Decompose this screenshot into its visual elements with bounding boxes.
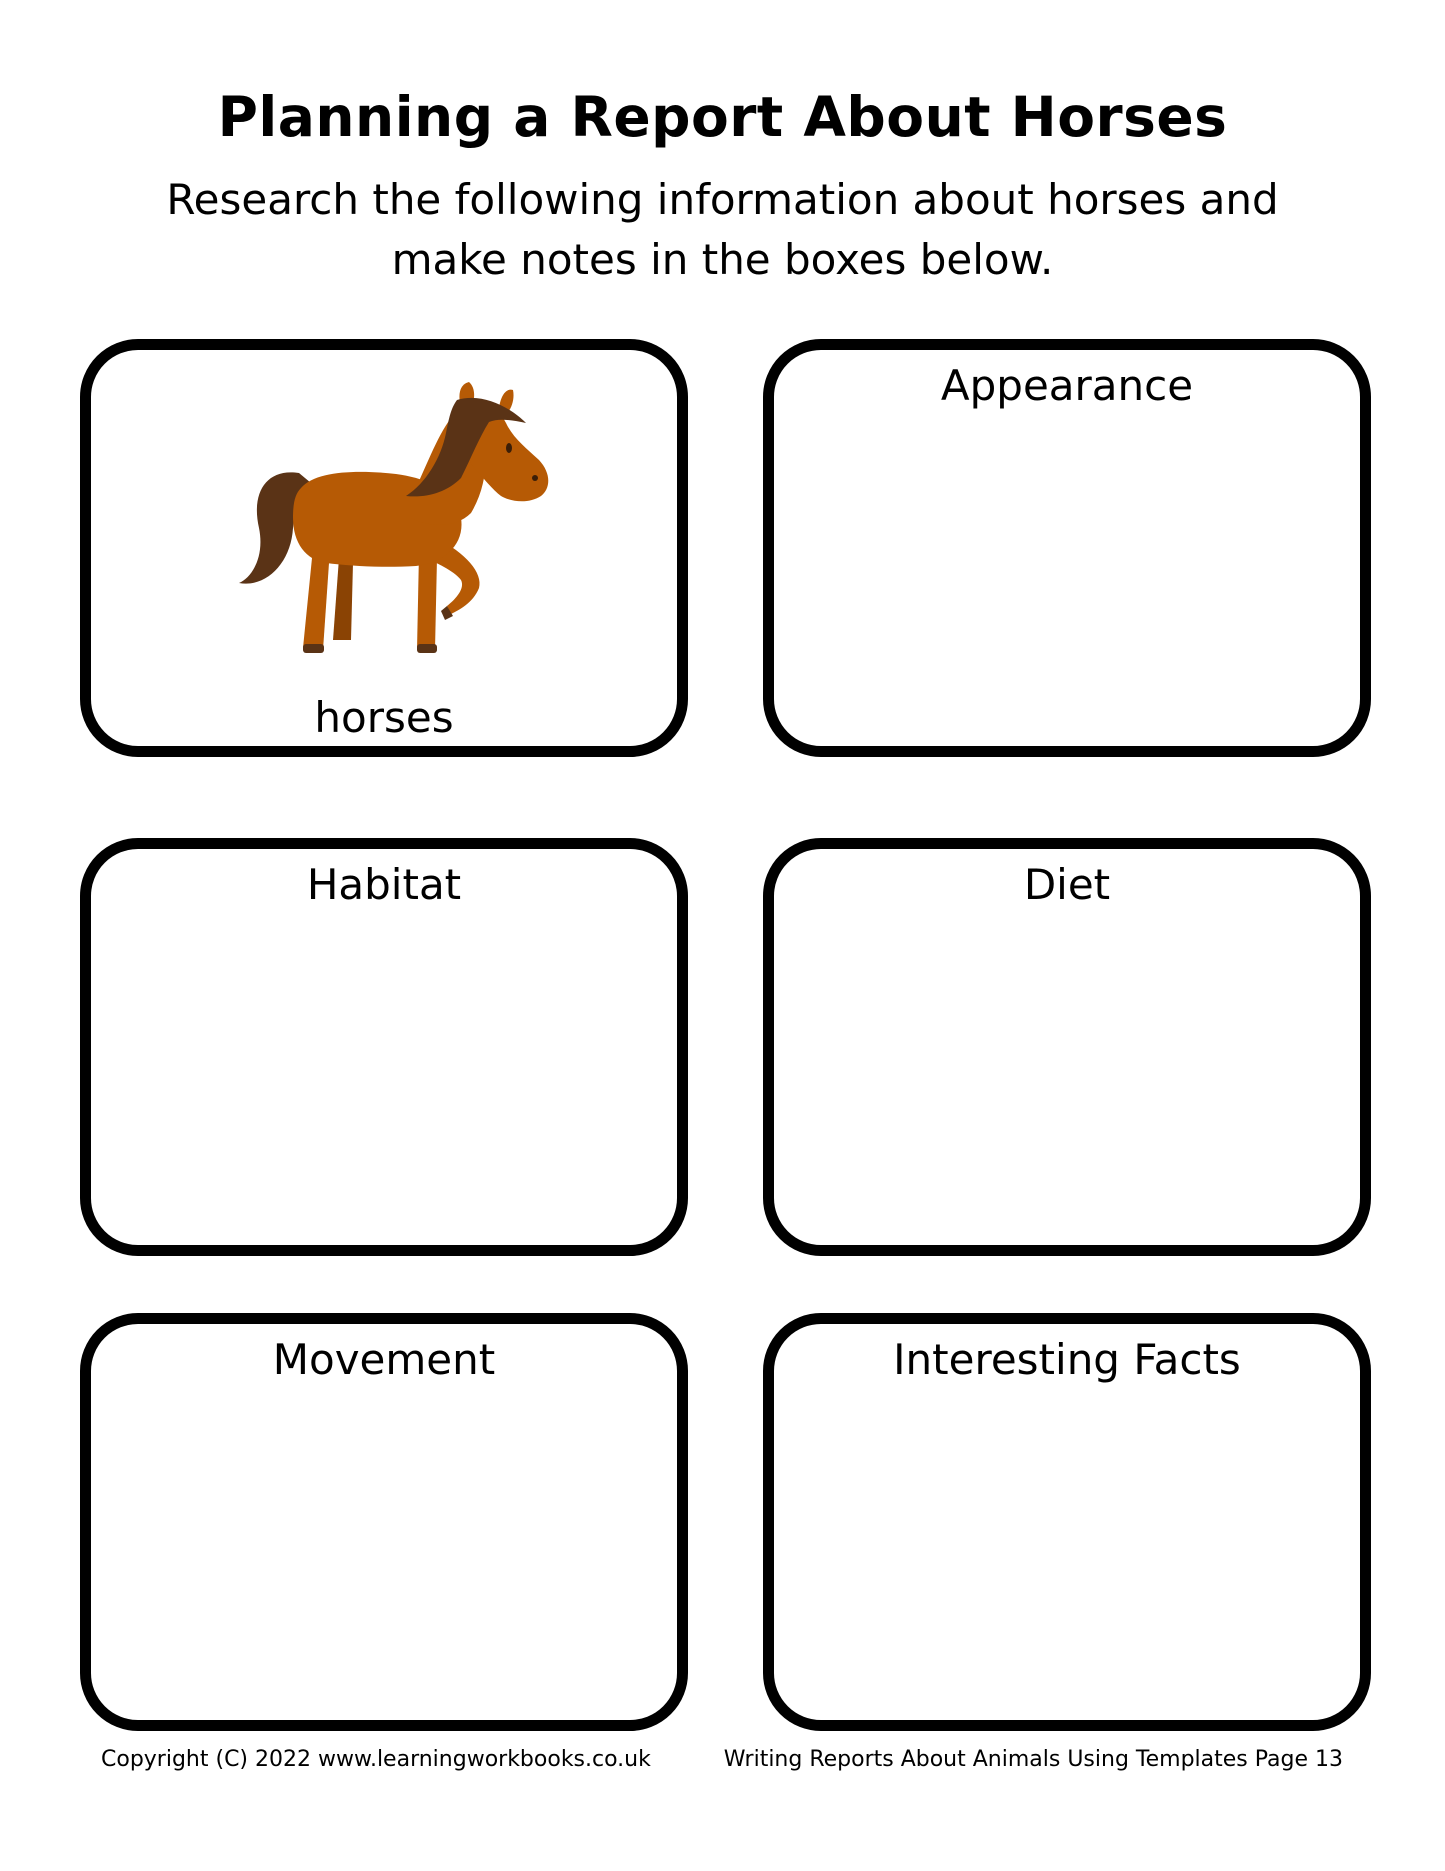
box-movement[interactable] (80, 1313, 688, 1731)
box-label-diet: Diet (1023, 860, 1111, 909)
box-label-movement: Movement (272, 1335, 496, 1384)
page-title: Planning a Report About Horses (217, 85, 1228, 149)
page-instructions: Research the following information about horses and make notes in the boxes below. (166, 175, 1279, 284)
footer-page-info: Writing Reports About Animals Using Templates Page 13 (723, 1747, 1343, 1772)
box-label-horses: horses (314, 693, 454, 742)
box-label-appearance: Appearance (940, 361, 1194, 410)
box-horses[interactable] (80, 339, 688, 757)
box-label-habitat: Habitat (306, 860, 462, 909)
box-interesting-facts[interactable] (763, 1313, 1371, 1731)
horse-illustration (221, 378, 561, 678)
box-label-interesting-facts: Interesting Facts (893, 1335, 1241, 1384)
footer-copyright: Copyright (C) 2022 www.learningworkbooks.co.uk (101, 1747, 651, 1772)
box-diet[interactable] (763, 838, 1371, 1256)
box-habitat[interactable] (80, 838, 688, 1256)
box-appearance[interactable] (763, 339, 1371, 757)
